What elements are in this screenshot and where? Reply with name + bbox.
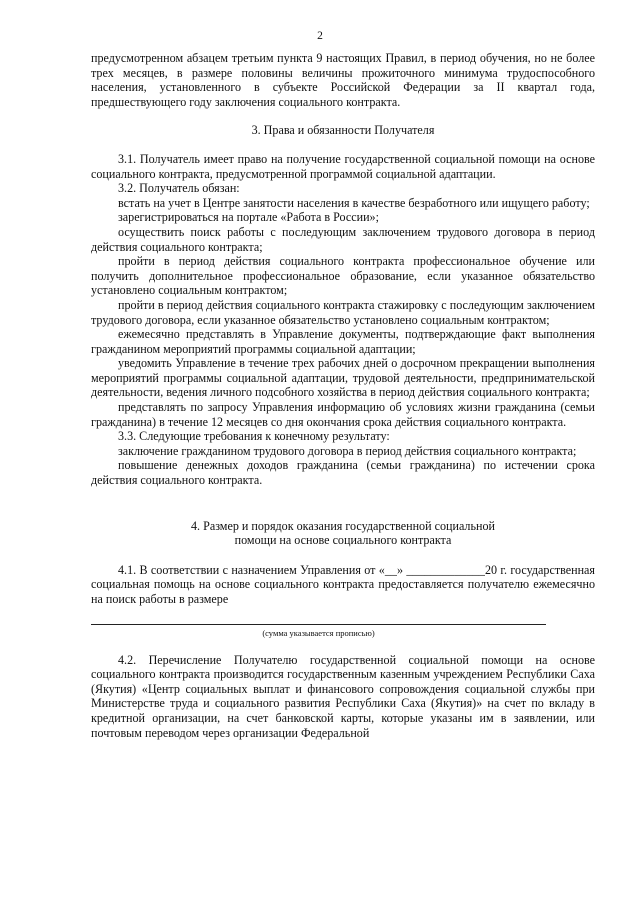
duty-item: осуществить поиск работы с последующим заключением трудового договора в период действия социального контракта;: [91, 224, 595, 254]
clause-3-2: 3.2. Получатель обязан:: [118, 181, 240, 196]
amount-blank-line: [91, 607, 546, 625]
section-4-heading-line-1: 4. Размер и порядок оказания государственной социальной: [191, 518, 495, 533]
amount-note: (сумма указывается прописью): [262, 627, 375, 638]
clause-4-2: 4.2. Перечисление Получателю государственной социальной помощи на основе социального контракта производится государственным казенным учреждением Республики Саха (Якутия) «Центр социальных выплат и финансового сопровождения социальной службы при Министерстве труда и социального развития Республики Саха (Якутия)» на счет по вкладу в кредитной организации, на счет банковской карты, которые указаны им в заявлении, или почтовым переводом через организации Федеральной: [91, 652, 595, 740]
intro-paragraph: предусмотренном абзацем третьим пункта 9 настоящих Правил, в период обучения, но не более трех месяцев, в размере половины величины прожиточного минимума трудоспособного населения, установленного в субъекте Российской Федерации за II квартал года, предшествующего году заключения социального контракта.: [91, 51, 595, 109]
duty-item: встать на учет в Центре занятости населения в качестве безработного или ищущего работу;: [118, 195, 590, 210]
page-number: 2: [317, 30, 323, 42]
clause-3-3: 3.3. Следующие требования к конечному результату:: [118, 429, 390, 444]
result-item: повышение денежных доходов гражданина (семьи гражданина) по истечении срока действия социального контракта.: [91, 458, 595, 488]
duty-item: представлять по запросу Управления информацию об условиях жизни гражданина (семьи гражданина) в течение 12 месяцев со дня окончания срока действия социального контракта.: [91, 400, 595, 429]
duty-item: зарегистрироваться на портале «Работа в России»;: [118, 210, 379, 225]
section-4-heading-line-2: помощи на основе социального контракта: [234, 533, 452, 548]
section-3-heading: 3. Права и обязанности Получателя: [251, 123, 435, 138]
duty-item: пройти в период действия социального контракта стажировку с последующим заключением трудового договора, если указанное обязательство установлено социальным контрактом;: [91, 297, 595, 327]
result-item: заключение гражданином трудового договора в период действия социального контракта;: [118, 443, 577, 458]
clause-3-1: 3.1. Получатель имеет право на получение государственной социальной помощи на основе социального контракта, предусмотренной программой социальной адаптации.: [91, 151, 595, 181]
section-4-heading: [91, 519, 595, 548]
document-body: [91, 51, 595, 740]
duty-item: пройти в период действия социального контракта профессиональное обучение или получить дополнительное профессиональное образование, если указанное обязательство установлено социальным контрактом;: [91, 254, 595, 298]
duty-item: уведомить Управление в течение трех рабочих дней о досрочном прекращении выполнения мероприятий программы социальной адаптации, трудовой деятельности, предпринимательской деятельности, ведения личного подсобного хозяйства в период действия социального контракта;: [91, 356, 595, 400]
duty-item: ежемесячно представлять в Управление документы, подтверждающие факт выполнения гражданином мероприятий программы социальной адаптации;: [91, 327, 595, 356]
clause-4-1: 4.1. В соответствии с назначением Управления от «__» _____________20 г. государственная социальная помощь на основе социального контракта предоставляется получателю ежемесячно на поиск работы в размере: [91, 562, 595, 606]
